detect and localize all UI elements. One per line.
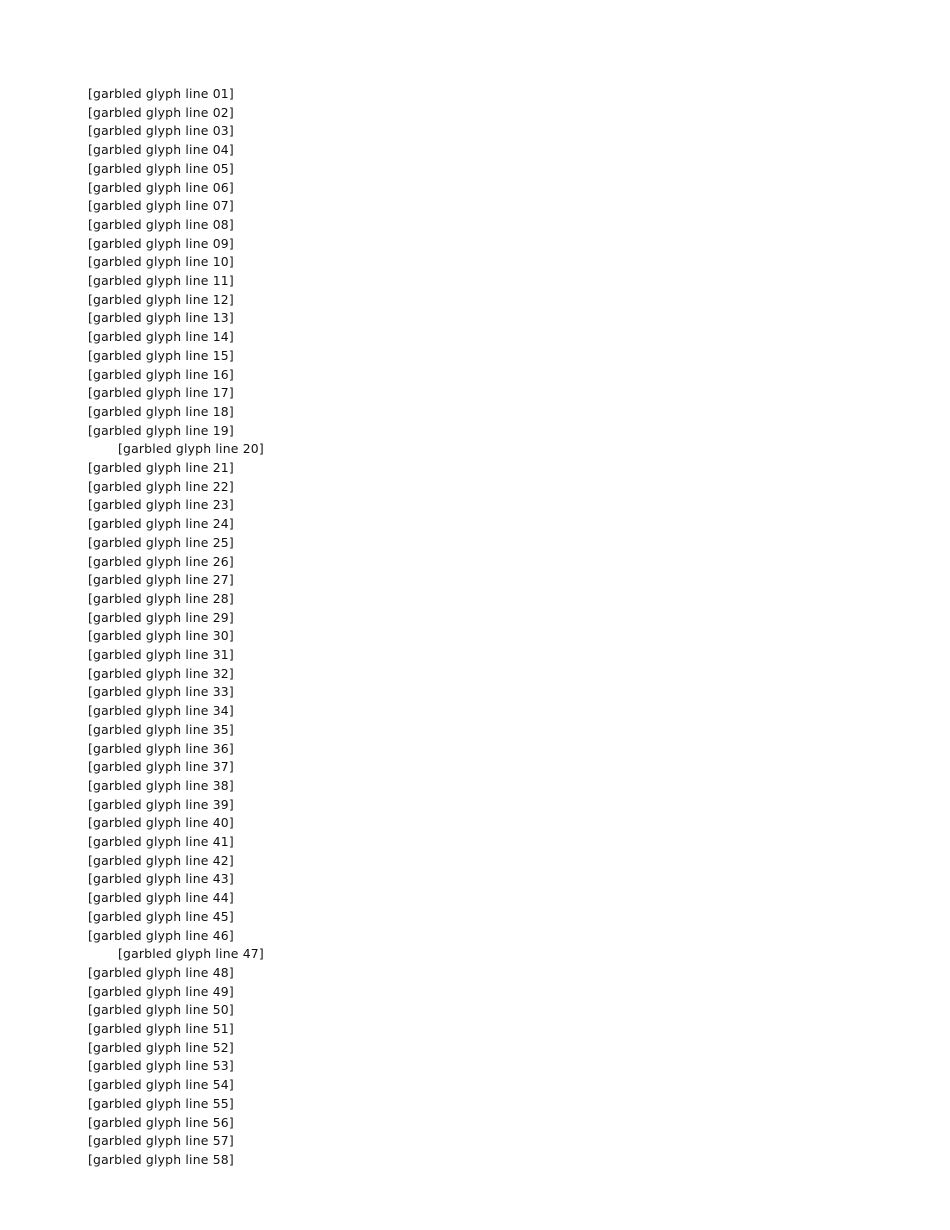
text-line: [garbled glyph line 06] xyxy=(88,180,234,195)
text-line: [garbled glyph line 19] xyxy=(88,423,234,438)
text-line: [garbled glyph line 28] xyxy=(88,591,234,606)
text-line: [garbled glyph line 29] xyxy=(88,610,234,625)
text-line: [garbled glyph line 04] xyxy=(88,142,234,157)
text-line: [garbled glyph line 09] xyxy=(88,236,234,251)
text-line: [garbled glyph line 55] xyxy=(88,1096,234,1111)
text-line: [garbled glyph line 10] xyxy=(88,254,234,269)
text-line: [garbled glyph line 49] xyxy=(88,984,234,999)
text-line: [garbled glyph line 46] xyxy=(88,928,234,943)
text-line: [garbled glyph line 50] xyxy=(88,1002,234,1017)
text-line: [garbled glyph line 53] xyxy=(88,1058,234,1073)
text-line: [garbled glyph line 47] xyxy=(118,946,264,961)
text-line: [garbled glyph line 48] xyxy=(88,965,234,980)
text-line: [garbled glyph line 36] xyxy=(88,741,234,756)
text-line: [garbled glyph line 21] xyxy=(88,460,234,475)
text-line: [garbled glyph line 16] xyxy=(88,367,234,382)
text-line: [garbled glyph line 07] xyxy=(88,198,234,213)
text-line: [garbled glyph line 57] xyxy=(88,1133,234,1148)
text-line: [garbled glyph line 33] xyxy=(88,684,234,699)
text-line: [garbled glyph line 05] xyxy=(88,161,234,176)
text-line: [garbled glyph line 24] xyxy=(88,516,234,531)
text-line: [garbled glyph line 30] xyxy=(88,628,234,643)
text-line: [garbled glyph line 40] xyxy=(88,815,234,830)
text-line: [garbled glyph line 15] xyxy=(88,348,234,363)
text-line: [garbled glyph line 27] xyxy=(88,572,234,587)
text-line: [garbled glyph line 39] xyxy=(88,797,234,812)
text-line: [garbled glyph line 01] xyxy=(88,86,234,101)
text-line: [garbled glyph line 20] xyxy=(118,441,264,456)
text-line: [garbled glyph line 35] xyxy=(88,722,234,737)
text-line: [garbled glyph line 02] xyxy=(88,105,234,120)
text-line: [garbled glyph line 22] xyxy=(88,479,234,494)
text-line: [garbled glyph line 51] xyxy=(88,1021,234,1036)
text-line: [garbled glyph line 18] xyxy=(88,404,234,419)
text-line: [garbled glyph line 31] xyxy=(88,647,234,662)
text-line: [garbled glyph line 38] xyxy=(88,778,234,793)
text-line: [garbled glyph line 03] xyxy=(88,123,234,138)
text-line: [garbled glyph line 43] xyxy=(88,871,234,886)
text-line: [garbled glyph line 56] xyxy=(88,1115,234,1130)
text-line: [garbled glyph line 14] xyxy=(88,329,234,344)
text-line: [garbled glyph line 58] xyxy=(88,1152,234,1167)
text-line: [garbled glyph line 08] xyxy=(88,217,234,232)
text-line: [garbled glyph line 44] xyxy=(88,890,234,905)
text-line: [garbled glyph line 45] xyxy=(88,909,234,924)
text-line: [garbled glyph line 17] xyxy=(88,385,234,400)
text-line: [garbled glyph line 54] xyxy=(88,1077,234,1092)
text-line: [garbled glyph line 23] xyxy=(88,497,234,512)
text-line: [garbled glyph line 32] xyxy=(88,666,234,681)
text-line: [garbled glyph line 12] xyxy=(88,292,234,307)
text-line: [garbled glyph line 42] xyxy=(88,853,234,868)
text-line: [garbled glyph line 25] xyxy=(88,535,234,550)
text-line: [garbled glyph line 13] xyxy=(88,310,234,325)
text-line: [garbled glyph line 52] xyxy=(88,1040,234,1055)
text-line: [garbled glyph line 26] xyxy=(88,554,234,569)
text-line: [garbled glyph line 41] xyxy=(88,834,234,849)
text-line: [garbled glyph line 11] xyxy=(88,273,234,288)
text-line: [garbled glyph line 34] xyxy=(88,703,234,718)
text-line: [garbled glyph line 37] xyxy=(88,759,234,774)
